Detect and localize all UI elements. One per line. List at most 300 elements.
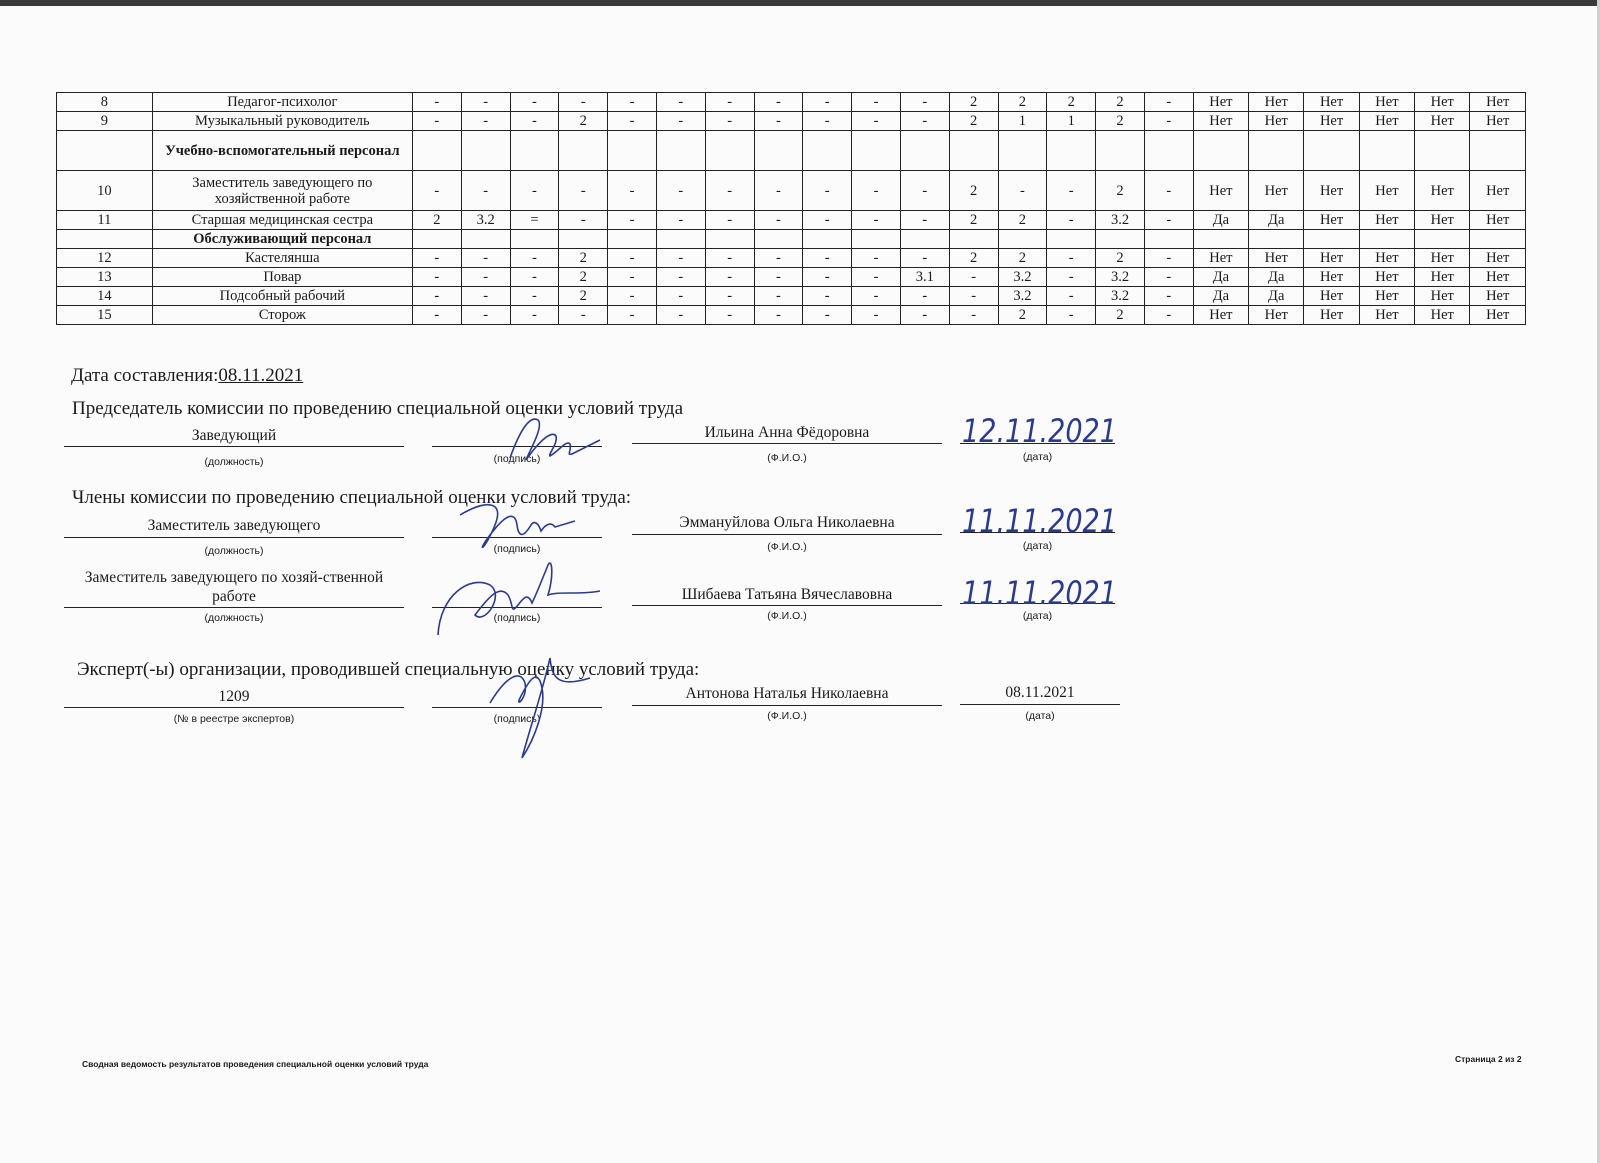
value-cell: = [510,211,559,230]
value-cell: Нет [1249,171,1304,211]
value-cell: - [608,249,657,268]
value-cell: Да [1249,287,1304,306]
value-cell: - [412,287,461,306]
section-title-cell: Обслуживающий персонал [152,230,412,249]
value-cell: 3.2 [998,268,1047,287]
section-title-cell: Учебно-вспомогательный персонал [152,131,412,171]
value-cell [1249,230,1304,249]
value-cell: Нет [1304,211,1359,230]
value-cell: 2 [559,112,608,131]
member2-signature-caption: (подпись) [493,612,541,624]
value-cell: - [852,112,901,131]
value-cell: 2 [1096,93,1145,112]
value-cell: 2 [949,171,998,211]
row-number-cell: 13 [57,268,153,287]
table-row [57,112,1526,131]
value-cell: Да [1193,287,1248,306]
value-cell: - [656,287,705,306]
value-cell: 2 [1096,171,1145,211]
value-cell: - [754,171,803,211]
expert-fio-caption: (Ф.И.О.) [767,710,807,722]
value-cell: - [412,112,461,131]
chair-position-caption: (должность) [204,456,264,468]
value-cell: Нет [1470,249,1526,268]
expert-registry-no: 1209 [218,688,250,705]
value-cell: Нет [1359,306,1414,325]
value-cell: Нет [1193,306,1248,325]
value-cell [510,230,559,249]
value-cell: - [608,93,657,112]
compilation-date-line [71,365,303,387]
value-cell: - [412,93,461,112]
compilation-date-label: Дата составления: [71,365,219,386]
value-cell: Нет [1415,268,1470,287]
value-cell [1470,131,1526,171]
member1-handwritten-date-text: 11.11.2021 [962,502,1117,540]
chair-fio: Ильина Анна Фёдоровна [704,424,870,441]
value-cell: 2 [998,211,1047,230]
value-cell: - [412,249,461,268]
value-cell: - [559,211,608,230]
chair-signature-caption: (подпись) [493,453,541,465]
value-cell: - [559,171,608,211]
value-cell: Нет [1249,93,1304,112]
value-cell: - [656,171,705,211]
value-cell: - [803,112,852,131]
member2-fio-rule [632,605,942,606]
value-cell: - [1144,211,1193,230]
value-cell: - [754,268,803,287]
job-title-cell: Заместитель заведующего по хозяйственной работе [152,171,412,211]
value-cell: - [608,287,657,306]
member1-position: Заместитель заведующего [147,517,321,534]
chair-handwritten-date-text: 12.11.2021 [962,412,1117,450]
value-cell [998,230,1047,249]
value-cell: - [754,211,803,230]
value-cell [1359,230,1414,249]
member2-position-rule [64,607,404,608]
value-cell: - [949,287,998,306]
value-cell [998,131,1047,171]
value-cell: Нет [1359,287,1414,306]
value-cell [559,230,608,249]
value-cell [1470,230,1526,249]
value-cell [1304,230,1359,249]
member1-position-caption: (должность) [204,545,264,557]
value-cell: - [656,112,705,131]
value-cell: 2 [559,287,608,306]
row-number-cell: 9 [57,112,153,131]
value-cell: Нет [1415,306,1470,325]
row-number-cell: 15 [57,306,153,325]
value-cell: Нет [1304,112,1359,131]
value-cell: 1 [1047,112,1096,131]
value-cell: - [754,93,803,112]
job-title-cell: Кастелянша [152,249,412,268]
value-cell: - [900,287,949,306]
value-cell: - [461,171,510,211]
value-cell: - [705,249,754,268]
value-cell [1249,131,1304,171]
value-cell: 2 [559,249,608,268]
value-cell [1415,230,1470,249]
row-number-cell: 10 [57,171,153,211]
value-cell: Нет [1359,112,1414,131]
value-cell [705,230,754,249]
value-cell [900,131,949,171]
member2-handwritten-date-text: 11.11.2021 [962,574,1117,612]
job-title-cell: Педагог-психолог [152,93,412,112]
value-cell: - [510,171,559,211]
table-row [57,306,1526,325]
compilation-date-value: 08.11.2021 [218,365,304,386]
value-cell: Нет [1470,211,1526,230]
member2-signature [430,555,610,645]
value-cell: Нет [1359,211,1414,230]
expert-date-rule [960,704,1120,705]
value-cell: Да [1249,268,1304,287]
value-cell: 2 [949,249,998,268]
value-cell [900,230,949,249]
value-cell: - [608,211,657,230]
value-cell [412,131,461,171]
value-cell: Нет [1249,249,1304,268]
value-cell [754,230,803,249]
member1-handwritten-date [962,500,1122,540]
member1-signature-caption: (подпись) [493,543,541,555]
value-cell [1096,131,1145,171]
footer-page-number: Страница 2 из 2 [1455,1054,1522,1064]
value-cell: - [754,287,803,306]
value-cell [852,230,901,249]
value-cell [608,131,657,171]
value-cell: Нет [1470,306,1526,325]
value-cell: Нет [1193,171,1248,211]
value-cell: - [998,171,1047,211]
value-cell: - [852,93,901,112]
value-cell [461,230,510,249]
value-cell: - [1144,306,1193,325]
member2-position-caption: (должность) [204,612,264,624]
value-cell: 2 [998,249,1047,268]
value-cell: 3.2 [1096,211,1145,230]
value-cell: - [1144,112,1193,131]
value-cell: - [656,93,705,112]
value-cell: Нет [1470,93,1526,112]
value-cell: 2 [559,268,608,287]
member1-fio-caption: (Ф.И.О.) [767,541,807,553]
value-cell: - [1047,249,1096,268]
row-number-cell: 12 [57,249,153,268]
value-cell [852,131,901,171]
member2-position: Заместитель заведующего по хозяй-ственной работе [84,569,384,605]
value-cell: 1 [998,112,1047,131]
job-title-cell: Старшая медицинская сестра [152,211,412,230]
value-cell [1304,131,1359,171]
value-cell: - [656,249,705,268]
value-cell: - [608,268,657,287]
chair-date-caption: (дата) [1022,451,1053,463]
expert-signature [480,648,600,763]
value-cell: - [705,171,754,211]
row-number-cell [57,131,153,171]
value-cell: - [461,268,510,287]
value-cell: - [705,112,754,131]
member1-date-caption: (дата) [1022,540,1053,552]
value-cell: - [412,306,461,325]
value-cell: - [949,268,998,287]
table-row [57,93,1526,112]
value-cell: Нет [1415,171,1470,211]
value-cell: - [852,287,901,306]
value-cell [608,230,657,249]
value-cell: - [852,249,901,268]
value-cell: - [461,306,510,325]
value-cell: Да [1193,211,1248,230]
value-cell [559,131,608,171]
value-cell: 2 [998,93,1047,112]
value-cell [1193,230,1248,249]
chair-position-rule [64,446,404,447]
value-cell: Нет [1304,287,1359,306]
table-row [57,171,1526,211]
value-cell: Нет [1193,249,1248,268]
value-cell [949,230,998,249]
value-cell: Нет [1470,287,1526,306]
value-cell: - [705,211,754,230]
value-cell: Нет [1304,249,1359,268]
value-cell: - [900,306,949,325]
expert-registry-rule [64,707,404,708]
value-cell: - [852,211,901,230]
member1-position-rule [64,537,404,538]
value-cell: 2 [949,112,998,131]
value-cell: 2 [949,93,998,112]
value-cell: Нет [1415,287,1470,306]
value-cell: Нет [1470,268,1526,287]
value-cell: - [705,93,754,112]
value-cell: 2 [949,211,998,230]
member1-fio: Эммануйлова Ольга Николаевна [679,514,895,531]
value-cell: - [754,112,803,131]
value-cell: - [754,249,803,268]
value-cell: - [461,249,510,268]
value-cell: - [1047,287,1096,306]
value-cell [1359,131,1414,171]
results-table [56,92,1526,325]
value-cell: - [1047,306,1096,325]
value-cell: - [1144,93,1193,112]
value-cell: - [510,306,559,325]
value-cell [656,131,705,171]
value-cell: - [803,287,852,306]
value-cell: - [900,112,949,131]
chair-fio-rule [632,443,942,444]
expert-date: 08.11.2021 [1005,684,1075,701]
value-cell: - [803,249,852,268]
expert-date-caption: (дата) [1025,710,1055,722]
value-cell: 2 [412,211,461,230]
value-cell: - [510,249,559,268]
value-cell: - [1144,171,1193,211]
value-cell: - [852,171,901,211]
value-cell [949,131,998,171]
value-cell: - [559,306,608,325]
value-cell: Нет [1304,306,1359,325]
value-cell: - [608,171,657,211]
row-number-cell: 11 [57,211,153,230]
chair-handwritten-date [962,410,1122,450]
value-cell: - [461,287,510,306]
value-cell: 3.1 [900,268,949,287]
value-cell: - [1144,287,1193,306]
value-cell: - [803,268,852,287]
scan-top-band [0,0,1600,6]
chair-signature [500,410,610,470]
value-cell: 3.2 [461,211,510,230]
value-cell: 3.2 [1096,268,1145,287]
value-cell [510,131,559,171]
job-title-cell: Подсобный рабочий [152,287,412,306]
value-cell: Нет [1359,93,1414,112]
value-cell [1096,230,1145,249]
table-row [57,268,1526,287]
expert-fio: Антонова Наталья Николаевна [685,685,889,702]
value-cell [1144,230,1193,249]
value-cell [412,230,461,249]
value-cell: - [510,268,559,287]
member1-fio-rule [632,534,942,535]
value-cell: - [510,287,559,306]
value-cell: - [900,249,949,268]
value-cell: - [461,93,510,112]
expert-signature-caption: (подпись) [493,713,541,725]
value-cell: 3.2 [998,287,1047,306]
value-cell: - [656,211,705,230]
job-title-cell: Повар [152,268,412,287]
value-cell: - [900,93,949,112]
value-cell: 2 [1096,306,1145,325]
value-cell: Нет [1304,93,1359,112]
expert-registry-caption: (№ в реестре экспертов) [173,713,295,725]
value-cell [754,131,803,171]
value-cell: Нет [1470,171,1526,211]
value-cell: - [705,306,754,325]
value-cell: Нет [1193,112,1248,131]
value-cell: Нет [1415,249,1470,268]
value-cell: Нет [1249,112,1304,131]
value-cell: 2 [1096,249,1145,268]
value-cell: - [852,306,901,325]
table-section-row [57,131,1526,171]
value-cell: - [1047,171,1096,211]
value-cell: Нет [1470,112,1526,131]
value-cell: Да [1193,268,1248,287]
value-cell [656,230,705,249]
value-cell: - [852,268,901,287]
value-cell: - [803,171,852,211]
value-cell: 3.2 [1096,287,1145,306]
expert-heading: Эксперт(-ы) организации, проводившей специальную оценку условий труда: [77,659,700,680]
value-cell: - [412,268,461,287]
value-cell: - [608,306,657,325]
member2-handwritten-date [962,572,1122,612]
chair-position: Заведующий [191,427,277,444]
value-cell: - [754,306,803,325]
value-cell: - [949,306,998,325]
value-cell: - [900,211,949,230]
row-number-cell: 14 [57,287,153,306]
value-cell: - [559,93,608,112]
member2-fio-caption: (Ф.И.О.) [767,610,807,622]
value-cell: - [412,171,461,211]
value-cell: - [656,306,705,325]
value-cell: - [608,112,657,131]
table-row [57,249,1526,268]
job-title-cell: Сторож [152,306,412,325]
results-table-wrap [56,92,1526,325]
value-cell: - [1047,268,1096,287]
value-cell: Да [1249,211,1304,230]
value-cell: - [510,93,559,112]
value-cell: - [1144,268,1193,287]
value-cell [1144,131,1193,171]
member2-fio: Шибаева Татьяна Вячеславовна [681,586,893,603]
value-cell [1415,131,1470,171]
value-cell: Нет [1359,249,1414,268]
value-cell [1047,230,1096,249]
table-row [57,211,1526,230]
value-cell: 2 [1096,112,1145,131]
value-cell: Нет [1359,171,1414,211]
value-cell: - [1144,249,1193,268]
value-cell: - [1047,211,1096,230]
value-cell: - [510,112,559,131]
value-cell [1047,131,1096,171]
value-cell: - [705,268,754,287]
value-cell: Нет [1193,93,1248,112]
value-cell: Нет [1249,306,1304,325]
table-section-row [57,230,1526,249]
value-cell [705,131,754,171]
value-cell: Нет [1415,112,1470,131]
value-cell: - [803,93,852,112]
value-cell: - [461,112,510,131]
chair-heading: Председатель комиссии по проведению специальной оценки условий труда [72,398,683,419]
members-heading: Члены комиссии по проведению специальной оценки условий труда: [72,487,632,508]
value-cell: - [803,211,852,230]
value-cell: - [900,171,949,211]
expert-fio-rule [632,705,942,706]
value-cell [1193,131,1248,171]
value-cell: Нет [1304,171,1359,211]
table-row [57,287,1526,306]
value-cell: Нет [1415,93,1470,112]
value-cell: 2 [998,306,1047,325]
value-cell [803,131,852,171]
value-cell [803,230,852,249]
value-cell: - [705,287,754,306]
value-cell: 2 [1047,93,1096,112]
row-number-cell [57,230,153,249]
row-number-cell: 8 [57,93,153,112]
footer-document-title: Сводная ведомость результатов проведения специальной оценки условий труда [82,1059,429,1069]
chair-fio-caption: (Ф.И.О.) [767,452,807,464]
member2-date-caption: (дата) [1022,610,1053,622]
value-cell [461,131,510,171]
value-cell: - [803,306,852,325]
value-cell: - [656,268,705,287]
